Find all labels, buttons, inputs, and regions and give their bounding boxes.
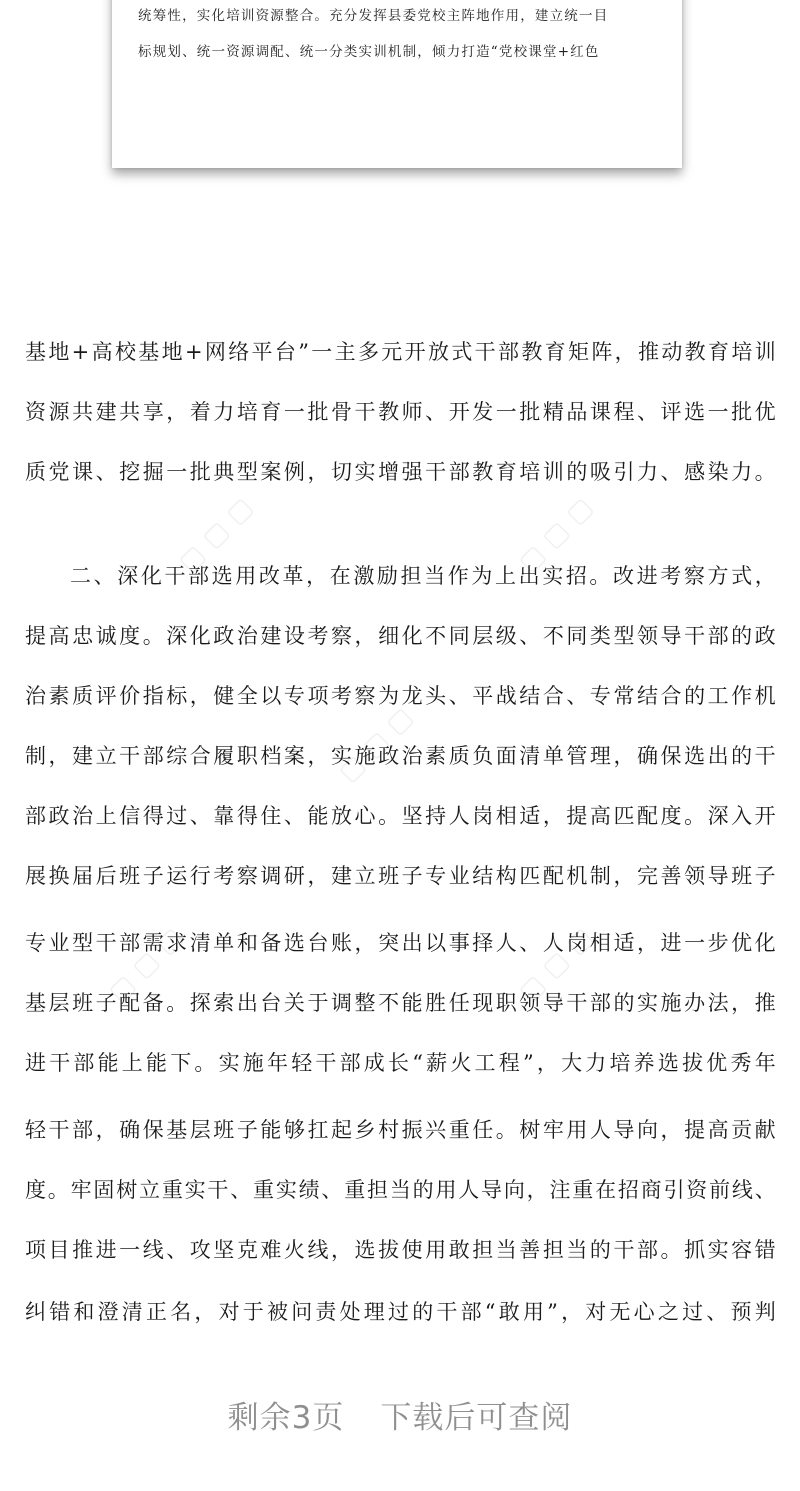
- paragraph-line: 轻干部，确保基层班子能够扛起乡村振兴重任。树牢用人导向，提高贡献: [25, 1118, 777, 1142]
- paragraph-line: 项目推进一线、攻坚克难火线，选拔使用敢担当善担当的干部。抓实容错: [25, 1238, 777, 1262]
- watermark-icon: ▢ ▢ ▢: [172, 491, 259, 579]
- section-heading-line: 二、深化干部选用改革，在激励担当作为上出实招。改进考察方式，: [70, 564, 777, 588]
- paragraph-line: 基层班子配备。探索出台关于调整不能胜任现职领导干部的实施办法，推: [25, 991, 777, 1015]
- download-prompt[interactable]: [0, 1392, 800, 1437]
- card-text-line: 标规划、统一资源调配、统一分类实训机制，倾力打造“党校课堂+红色: [138, 44, 600, 60]
- paragraph-line: 展换届后班子运行考察调研，建立班子专业结构匹配机制，完善领导班子: [25, 864, 777, 888]
- paragraph-line: 专业型干部需求清单和备选台账，突出以事择人、人岗相适，进一步优化: [25, 931, 777, 955]
- previous-page-card: [112, 0, 682, 168]
- paragraph-line: 提高忠诚度。深化政治建设考察，细化不同层级、不同类型领导干部的政: [25, 624, 777, 648]
- paragraph-line: 制，建立干部综合履职档案，实施政治素质负面清单管理，确保选出的干: [25, 744, 777, 768]
- watermark-icon: ▢ ▢ ▢: [332, 701, 419, 789]
- watermark-icon: ▢ ▢ ▢: [102, 921, 189, 1009]
- paragraph-line: 纠错和澄清正名，对于被问责处理过的干部“敢用”，对无心之过、预判: [25, 1300, 777, 1324]
- remaining-pages-label: 剩余3页: [227, 1400, 345, 1436]
- paragraph-line: 度。牢固树立重实干、重实绩、重担当的用人导向，注重在招商引资前线、: [25, 1178, 777, 1202]
- paragraph-line: 资源共建共享，着力培育一批骨干教师、开发一批精品课程、评选一批优: [25, 400, 777, 424]
- watermark-icon: ▢ ▢ ▢: [512, 921, 599, 1009]
- paragraph-line: 进干部能上能下。实施年轻干部成长“薪火工程”，大力培养选拔优秀年: [25, 1051, 777, 1075]
- paragraph-line: 基地+高校基地+网络平台”一主多元开放式干部教育矩阵，推动教育培训: [25, 340, 777, 364]
- paragraph-line: 部政治上信得过、靠得住、能放心。坚持人岗相适，提高匹配度。深入开: [25, 804, 777, 828]
- card-text-line: 统筹性，实化培训资源整合。充分发挥县委党校主阵地作用，建立统一目: [138, 8, 609, 24]
- paragraph-line: 治素质评价指标，健全以专项考察为龙头、平战结合、专常结合的工作机: [25, 684, 777, 708]
- download-to-view-label: 下载后可查阅: [380, 1400, 573, 1436]
- paragraph-line: 质党课、挖掘一批典型案例，切实增强干部教育培训的吸引力、感染力。: [25, 460, 777, 484]
- watermark-icon: ▢ ▢ ▢: [512, 491, 599, 579]
